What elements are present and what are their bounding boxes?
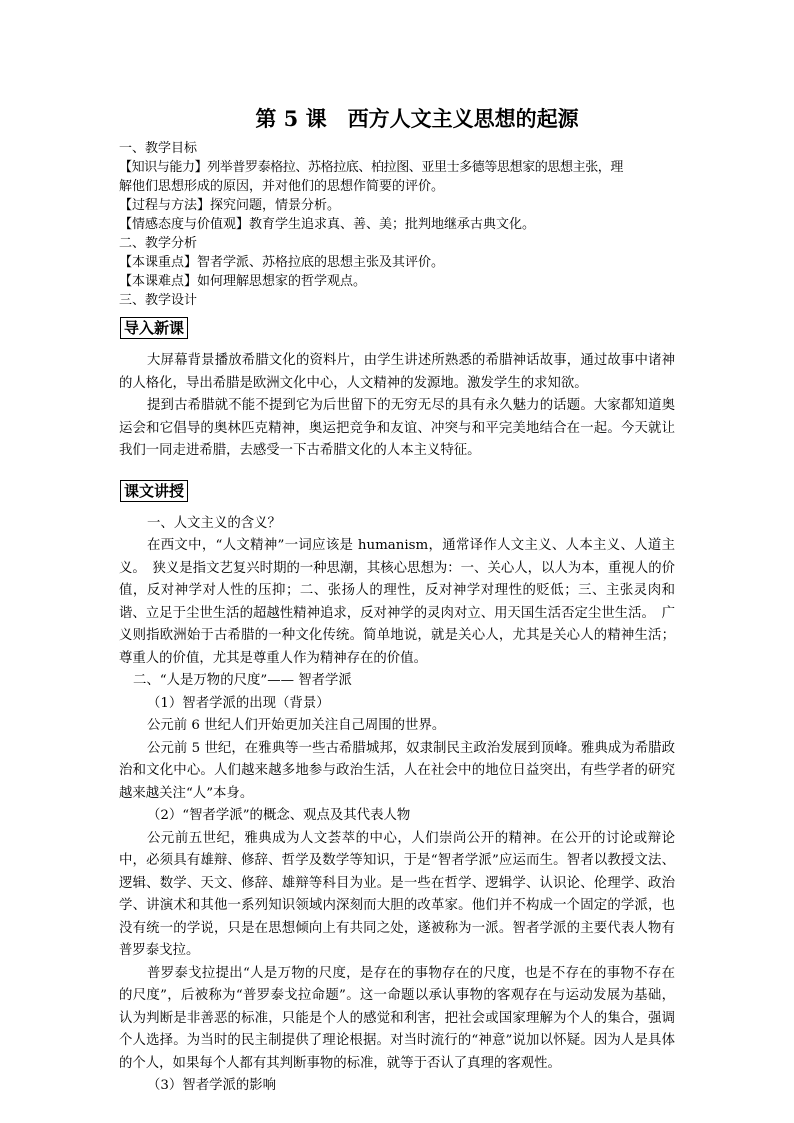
- goal-knowledge-line-1: 【知识与能力】列举普罗泰格拉、苏格拉底、柏拉图、亚里士多德等思想家的思想主张，理: [119, 160, 624, 175]
- analysis-difficult-point: 【本课难点】如何理解思想家的哲学观点。: [119, 274, 367, 289]
- section-1-paragraph: 在西文中，“人文精神”一词应该是 humanism，通常译作人文主义、人本主义、人道主义。 狭义是指文艺复兴时期的一种思潮，其核心思想为：一、关心人，以人为本，重视人的价值，反对神学对人性的压抑；二、张扬人的理性，反对神学对理性的贬低；三、主张灵肉和谐、立足于尘世生活的超越性精神追求，反对神学的灵肉对立、用天国生活否定尘世生活。 广义则指欧洲始于古希腊的一种文化传统。简单地说，就是关心人，尤其是关心人的精神生活；尊重人的价值，尤其是尊重人作为精神存在的价值。: [119, 538, 675, 666]
- goal-knowledge-line-2: 解他们思想形成的原因，并对他们的思想作简要的评价。: [119, 179, 445, 194]
- page-title: 第 5 课 西方人文主义思想的起源: [255, 106, 579, 131]
- section-2-2-heading: （2）“智者学派”的概念、观点及其代表人物: [147, 808, 411, 823]
- design-heading: 三、教学设计: [119, 293, 198, 308]
- section-2-1-paragraph-1: 公元前 6 世纪人们开始更加关注自己周围的世界。: [147, 718, 446, 733]
- section-2-1-paragraph-2: 公元前 5 世纪，在雅典等一些古希腊城邦，奴隶制民主政治发展到顶峰。雅典成为希腊政治和文化中心。人们越来越多地参与政治生活，人在社会中的地位日益突出，有些学者的研究越来越关注“人”本身。: [119, 740, 675, 801]
- section-2-heading: 二、“人是万物的尺度”—— 智者学派: [133, 673, 352, 688]
- section-2-3-heading: （3）智者学派的影响: [147, 1078, 277, 1093]
- lesson-content: [119, 104, 675, 1098]
- section-1-heading: 一、人文主义的含义？: [147, 515, 281, 531]
- intro-paragraph-1: 大屏幕背景播放希腊文化的资料片，由学生讲述所熟悉的希腊神话故事，通过故事中诸神的人格化，导出希腊是欧洲文化中心，人文精神的发源地。激发学生的求知欲。: [119, 353, 675, 391]
- goal-process: 【过程与方法】探究问题，情景分析。: [119, 198, 341, 213]
- intro-paragraph-2: 提到古希腊就不能不提到它为后世留下的无穷无尽的具有永久魅力的话题。大家都知道奥运会和它倡导的奥林匹克精神，奥运把竞争和友谊、冲突与和平完美地结合在一起。今天就让我们一同走进希腊，去感受一下古希腊文化的人本主义特征。: [119, 398, 675, 458]
- intro-label-wrap: [119, 312, 675, 342]
- analysis-heading: 二、教学分析: [119, 236, 198, 251]
- goals-heading: 一、教学目标: [119, 141, 198, 156]
- section-2-2-paragraph-1: 公元前五世纪，雅典成为人文荟萃的中心，人们崇尚公开的精神。在公开的讨论或辩论中，必须具有雄辩、修辞、哲学及数学等知识，于是“智者学派”应运而生。智者以教授文法、逻辑、数学、天文、修辞、雄辩等科目为业。是一些在哲学、逻辑学、认识论、伦理学、政治学、讲演术和其他一系列知识领域内深刻而大胆的改革家。他们并不构成一个固定的学派，也没有统一的学说，只是在思想倾向上有共同之处，遂被称为一派。智者学派的主要代表人物有普罗泰戈拉。: [119, 830, 675, 958]
- section-2-2-paragraph-2: 普罗泰戈拉提出“人是万物的尺度，是存在的事物存在的尺度，也是不存在的事物不存在的尺度”，后被称为“普罗泰戈拉命题”。这一命题以承认事物的客观存在与运动发展为基础，认为判断是非善恶的标准，只能是个人的感觉和利害，把社会或国家理解为个人的集合，强调个人选择。为当时的民主制提供了理论根据。对当时流行的“神意”说加以怀疑。因为人是具体的个人，如果每个人都有其判断事物的标准，就等于否认了真理的客观性。: [119, 965, 675, 1071]
- intro-section-label: 导入新课: [120, 317, 188, 339]
- goal-emotion: 【情感态度与价值观】教育学生追求真、善、美；批判地继承古典文化。: [119, 217, 536, 232]
- analysis-key-point: 【本课重点】智者学派、苏格拉底的思想主张及其评价。: [119, 255, 445, 270]
- lecture-label-wrap: [119, 475, 675, 505]
- section-2-1-heading: （1）智者学派的出现（背景）: [147, 695, 330, 711]
- lecture-section-label: 课文讲授: [120, 480, 188, 502]
